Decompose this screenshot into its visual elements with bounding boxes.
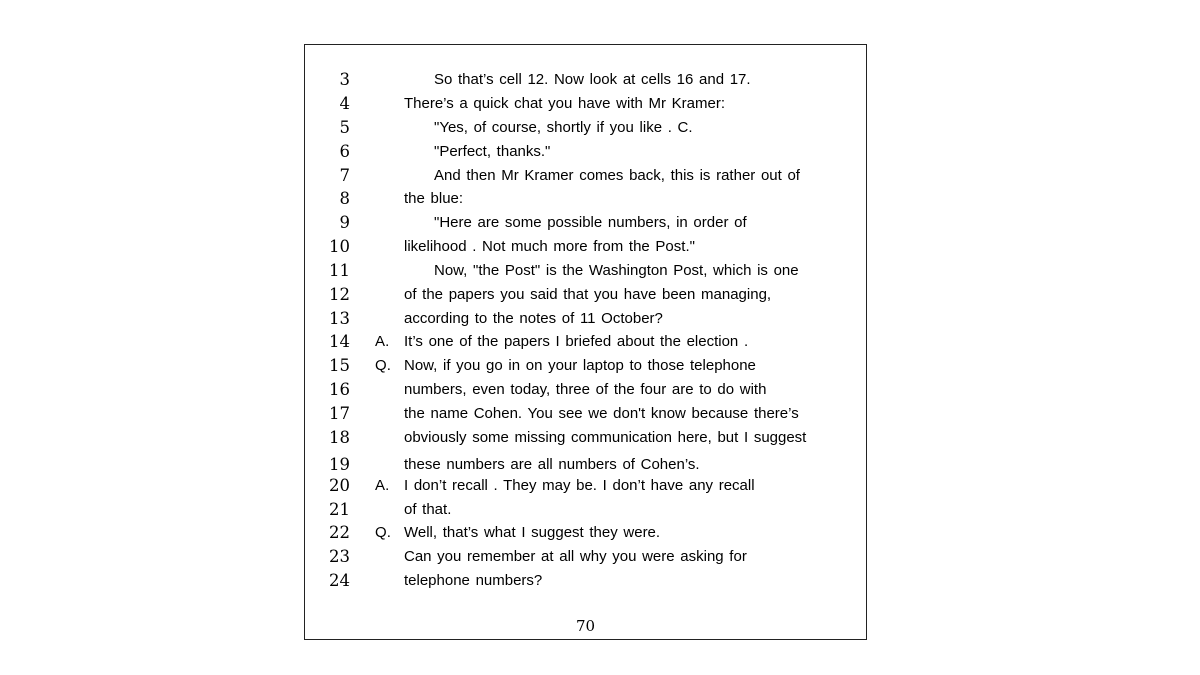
line-text: Can you remember at all why you were asking for	[404, 548, 747, 565]
line-text: the blue:	[404, 190, 464, 207]
line-text: likelihood . Not much more from the Post."	[404, 238, 695, 255]
line-text: Well, that’s what I suggest they were.	[404, 524, 661, 541]
transcript-line	[305, 594, 866, 616]
line-number: 6	[339, 142, 350, 161]
transcript-line	[305, 141, 866, 163]
line-number: 7	[339, 166, 350, 185]
transcript-page	[304, 44, 867, 640]
line-number: 16	[329, 380, 350, 399]
transcript-line	[305, 117, 866, 139]
transcript-line	[305, 499, 866, 521]
line-number: 21	[329, 500, 350, 519]
transcript-line	[305, 308, 866, 330]
line-number: 3	[339, 70, 350, 89]
page-number: 70	[575, 617, 596, 635]
transcript-line	[305, 93, 866, 115]
line-text: "Perfect, thanks."	[434, 143, 551, 160]
line-number: 19	[329, 455, 350, 474]
line-number: 15	[329, 356, 350, 375]
line-text: "Yes, of course, shortly if you like . C.	[434, 119, 693, 136]
line-text: It’s one of the papers I briefed about the election .	[404, 333, 749, 350]
speaker-label: A.	[375, 333, 390, 350]
line-number: 13	[329, 309, 350, 328]
transcript-line	[305, 236, 866, 258]
transcript-line	[305, 284, 866, 306]
line-text: of the papers you said that you have been managing,	[404, 286, 772, 303]
line-number: 20	[329, 476, 350, 495]
line-number: 14	[329, 332, 350, 351]
transcript-line	[305, 212, 866, 234]
line-number: 17	[329, 404, 350, 423]
transcript-line	[305, 165, 866, 187]
transcript-line	[305, 570, 866, 592]
line-text: There’s a quick chat you have with Mr Kramer:	[404, 95, 726, 112]
transcript-line	[305, 188, 866, 210]
transcript-line	[305, 427, 866, 449]
line-number: 5	[339, 118, 350, 137]
speaker-label: A.	[375, 477, 390, 494]
line-text: Now, "the Post" is the Washington Post, which is one	[434, 262, 799, 279]
line-text: these numbers are all numbers of Cohen’s.	[404, 456, 700, 473]
line-number: 24	[329, 571, 350, 590]
line-number: 12	[329, 285, 350, 304]
line-number: 11	[329, 261, 350, 280]
line-number: 4	[339, 94, 350, 113]
line-text: And then Mr Kramer comes back, this is rather out of	[434, 167, 800, 184]
transcript-line	[305, 69, 866, 91]
line-text: obviously some missing communication here, but I suggest	[404, 429, 807, 446]
line-text: according to the notes of 11 October?	[404, 310, 663, 327]
line-number: 8	[339, 189, 350, 208]
line-text: of that.	[404, 501, 452, 518]
line-number: 18	[329, 428, 350, 447]
transcript-line	[305, 331, 866, 353]
line-text: the name Cohen. You see we don't know because there’s	[404, 405, 799, 422]
line-text: "Here are some possible numbers, in order of	[434, 214, 747, 231]
line-text: So that’s cell 12. Now look at cells 16 and 17.	[434, 71, 751, 88]
line-text: telephone numbers?	[404, 572, 543, 589]
line-text: Now, if you go in on your laptop to those telephone	[404, 357, 756, 374]
transcript-line	[305, 522, 866, 544]
line-number: 10	[329, 237, 350, 256]
transcript-line	[305, 260, 866, 282]
transcript-line	[305, 355, 866, 377]
speaker-label: Q.	[375, 524, 392, 541]
line-text: numbers, even today, three of the four are to do with	[404, 381, 767, 398]
line-text: I don’t recall . They may be. I don’t have any recall	[404, 477, 755, 494]
speaker-label: Q.	[375, 357, 392, 374]
transcript-line	[305, 403, 866, 425]
transcript-line	[305, 379, 866, 401]
transcript-line	[305, 546, 866, 568]
line-number: 23	[329, 547, 350, 566]
transcript-line	[305, 454, 866, 476]
transcript-line	[305, 475, 866, 497]
line-number: 9	[339, 213, 350, 232]
line-number: 22	[329, 523, 350, 542]
